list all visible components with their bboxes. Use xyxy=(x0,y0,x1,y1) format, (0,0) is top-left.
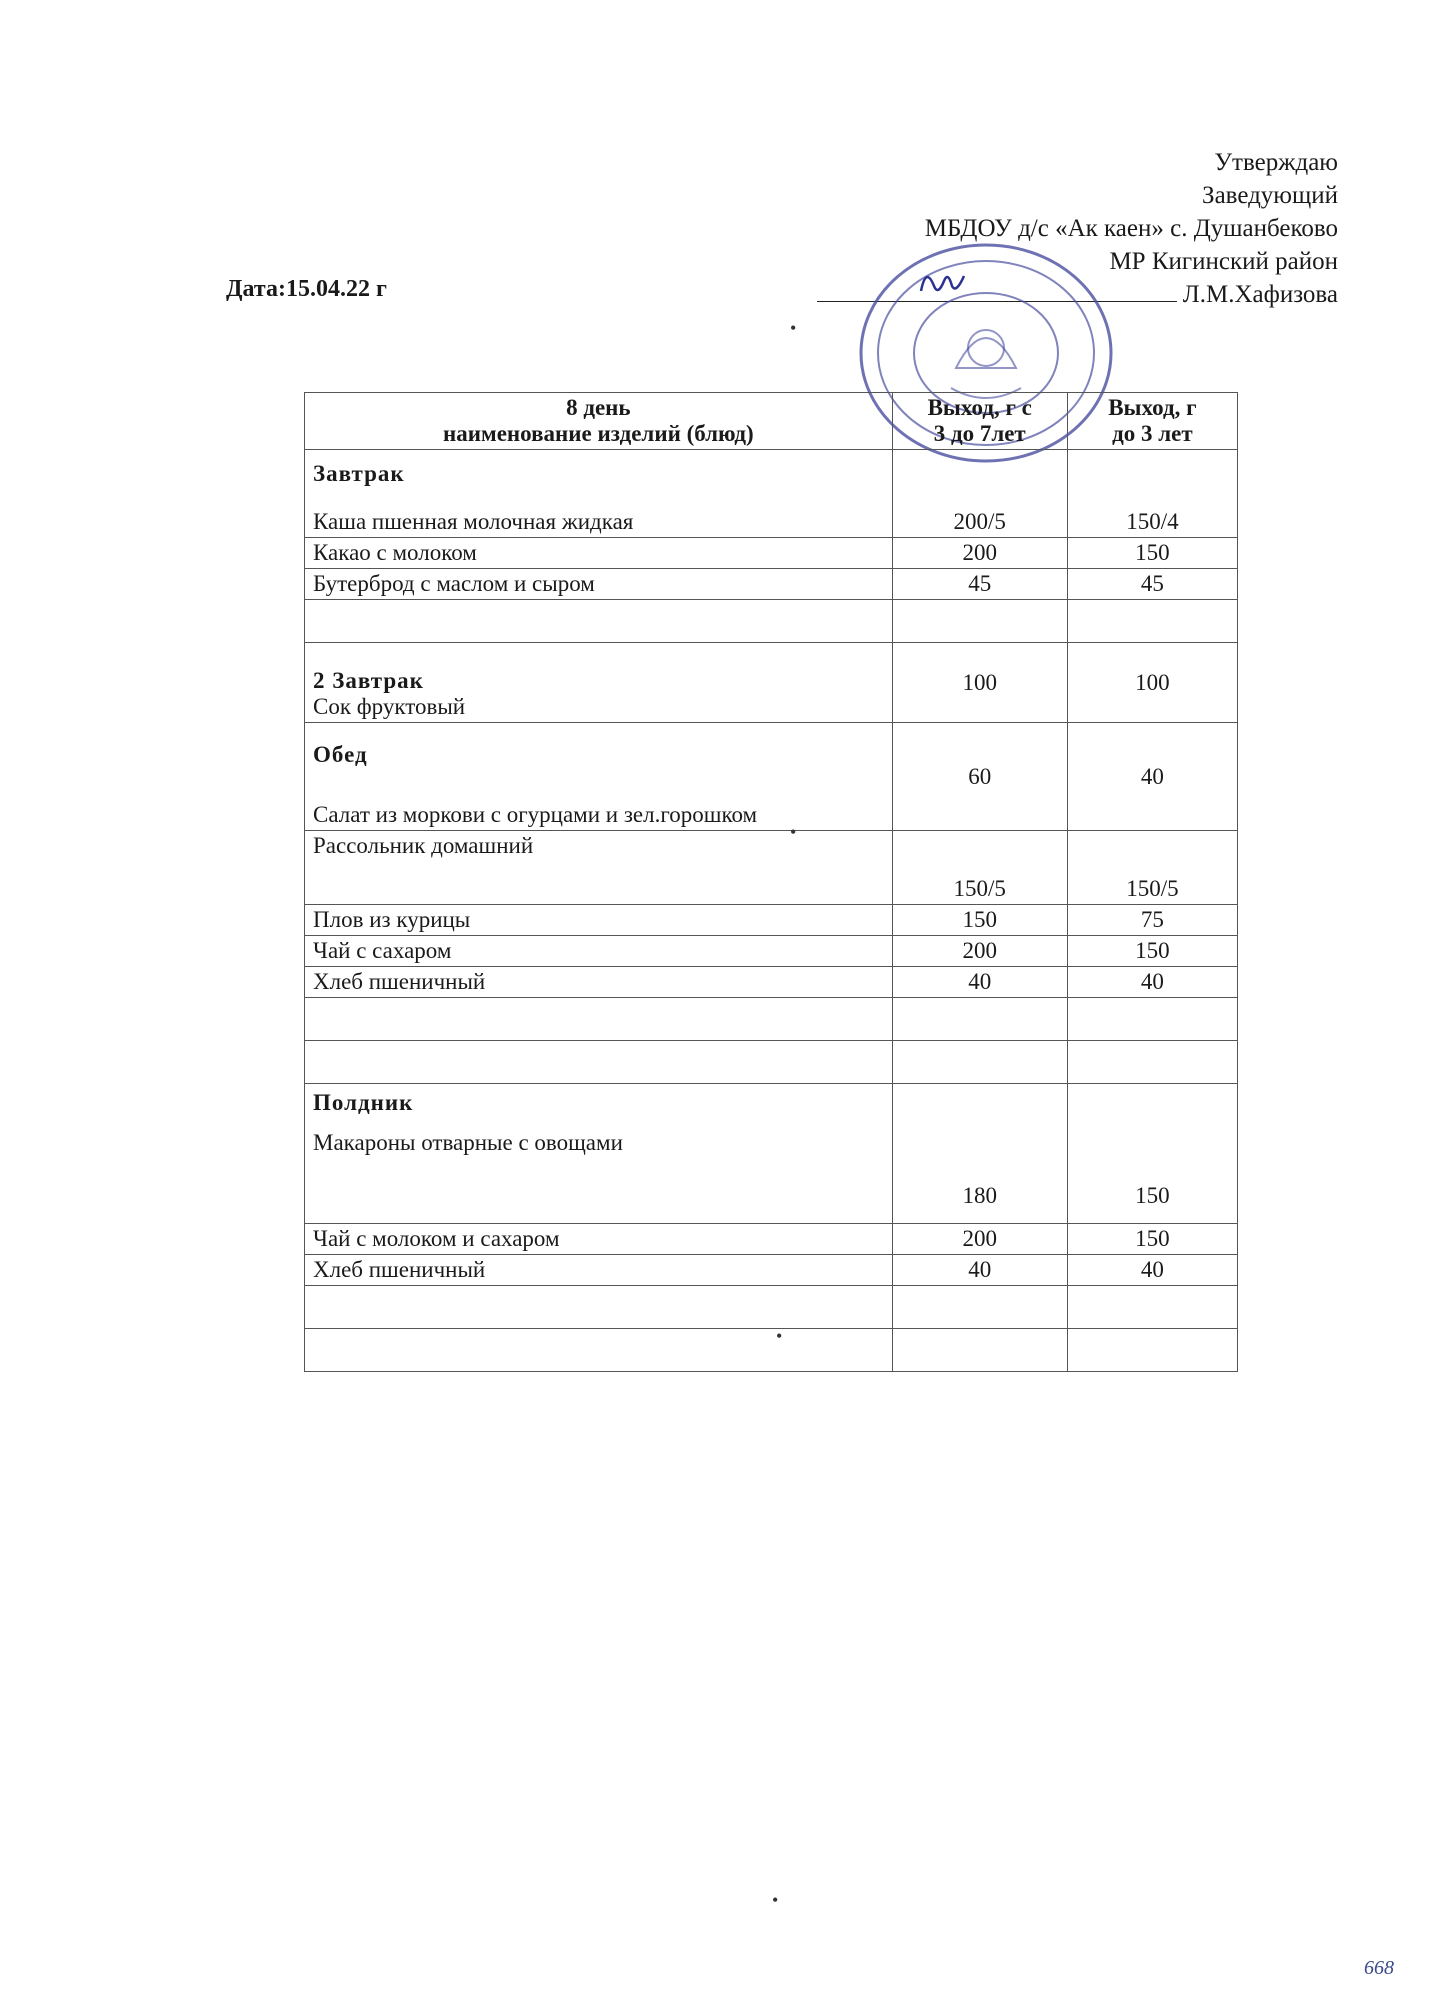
scan-dot: • xyxy=(790,318,797,338)
output-3-7: 150 xyxy=(892,905,1067,936)
section-breakfast: Завтрак xyxy=(313,461,405,486)
section-lunch: Обед xyxy=(313,742,368,767)
empty-cell xyxy=(1067,1329,1237,1372)
dish-name: Хлеб пшеничный xyxy=(305,967,893,998)
dish-name: Салат из моркови с огурцами и зел.горошком xyxy=(313,802,758,827)
table-row xyxy=(305,723,1238,831)
output-under-3: 40 xyxy=(1067,723,1237,831)
header-output-3-7 xyxy=(892,393,1067,450)
table-row xyxy=(305,967,1238,998)
output-3-7: 40 xyxy=(892,967,1067,998)
table-row-empty xyxy=(305,600,1238,643)
output-3-7: 200 xyxy=(892,1224,1067,1255)
output-3-7: 100 xyxy=(892,643,1067,723)
empty-cell xyxy=(305,1041,893,1084)
table-row xyxy=(305,1224,1238,1255)
dish-cell xyxy=(305,643,893,723)
scan-dot: • xyxy=(790,822,797,842)
output-under-3: 40 xyxy=(1067,967,1237,998)
table-row xyxy=(305,905,1238,936)
page-number: 668 xyxy=(1364,1957,1394,1979)
header-output-under-3-line2: до 3 лет xyxy=(1112,421,1193,446)
scan-dot: • xyxy=(772,1890,779,1910)
empty-cell xyxy=(892,600,1067,643)
dish-cell xyxy=(305,450,893,538)
empty-cell xyxy=(305,1329,893,1372)
dish-name: Каша пшенная молочная жидкая xyxy=(313,509,634,534)
empty-cell xyxy=(1067,600,1237,643)
header-output-3-7-line2: 3 до 7лет xyxy=(933,421,1026,446)
header-name xyxy=(305,393,893,450)
output-3-7: 200/5 xyxy=(892,450,1067,538)
dish-name: Хлеб пшеничный xyxy=(305,1255,893,1286)
dish-name: Какао с молоком xyxy=(305,538,893,569)
header-output-under-3-line1: Выход, г xyxy=(1108,395,1197,420)
output-3-7: 150/5 xyxy=(892,831,1067,905)
dish-name: Плов из курицы xyxy=(305,905,893,936)
menu-table xyxy=(304,392,1238,1372)
table-header-row xyxy=(305,393,1238,450)
empty-cell xyxy=(892,998,1067,1041)
table-row-empty xyxy=(305,1286,1238,1329)
output-3-7: 40 xyxy=(892,1255,1067,1286)
output-under-3: 100 xyxy=(1067,643,1237,723)
dish-name: Чай с сахаром xyxy=(305,936,893,967)
section-afternoon-snack: Полдник xyxy=(313,1090,414,1115)
output-under-3: 150 xyxy=(1067,936,1237,967)
output-under-3: 150 xyxy=(1067,1224,1237,1255)
table-row-empty xyxy=(305,1329,1238,1372)
empty-cell xyxy=(892,1286,1067,1329)
output-3-7: 200 xyxy=(892,936,1067,967)
output-under-3: 150 xyxy=(1067,1084,1237,1224)
empty-cell xyxy=(1067,1041,1237,1084)
header-output-3-7-line1: Выход, г с xyxy=(927,395,1032,420)
dish-name-header: наименование изделий (блюд) xyxy=(443,421,754,446)
output-under-3: 150/5 xyxy=(1067,831,1237,905)
approval-organization: МБДОУ д/с «Ак каен» с. Душанбеково xyxy=(924,215,1338,242)
dish-name: Чай с молоком и сахаром xyxy=(305,1224,893,1255)
table-row-empty xyxy=(305,998,1238,1041)
table-row xyxy=(305,1255,1238,1286)
scan-dot: • xyxy=(776,1326,783,1346)
table-row xyxy=(305,450,1238,538)
output-under-3: 40 xyxy=(1067,1255,1237,1286)
dish-name: Рассольник домашний xyxy=(305,831,893,905)
table-row xyxy=(305,936,1238,967)
approval-position: Заведующий xyxy=(1202,182,1338,209)
table-row xyxy=(305,643,1238,723)
approver-name: Л.М.Хафизова xyxy=(1182,281,1338,308)
empty-cell xyxy=(305,998,893,1041)
table-row-empty xyxy=(305,1041,1238,1084)
dish-name: Сок фруктовый xyxy=(313,694,466,719)
empty-cell xyxy=(1067,1286,1237,1329)
output-under-3: 150/4 xyxy=(1067,450,1237,538)
output-3-7: 45 xyxy=(892,569,1067,600)
section-breakfast-2: 2 Завтрак xyxy=(313,668,424,693)
table-row xyxy=(305,569,1238,600)
empty-cell xyxy=(1067,998,1237,1041)
table-row xyxy=(305,1084,1238,1224)
output-3-7: 60 xyxy=(892,723,1067,831)
dish-name: Бутерброд с маслом и сыром xyxy=(305,569,893,600)
handwritten-signature-icon xyxy=(916,256,976,306)
output-under-3: 150 xyxy=(1067,538,1237,569)
output-3-7: 200 xyxy=(892,538,1067,569)
empty-cell xyxy=(305,1286,893,1329)
approval-title: Утверждаю xyxy=(1214,149,1338,176)
output-under-3: 45 xyxy=(1067,569,1237,600)
header-output-under-3 xyxy=(1067,393,1237,450)
day-label: 8 день xyxy=(566,395,631,420)
empty-cell xyxy=(305,600,893,643)
table-row xyxy=(305,831,1238,905)
output-under-3: 75 xyxy=(1067,905,1237,936)
empty-cell xyxy=(892,1041,1067,1084)
dish-cell xyxy=(305,723,893,831)
dish-cell xyxy=(305,1084,893,1224)
table-row xyxy=(305,538,1238,569)
dish-name: Макароны отварные с овощами xyxy=(313,1130,623,1155)
output-3-7: 180 xyxy=(892,1084,1067,1224)
approval-district: МР Кигинский район xyxy=(1109,248,1338,275)
empty-cell xyxy=(892,1329,1067,1372)
document-date: Дата:15.04.22 г xyxy=(226,276,387,302)
